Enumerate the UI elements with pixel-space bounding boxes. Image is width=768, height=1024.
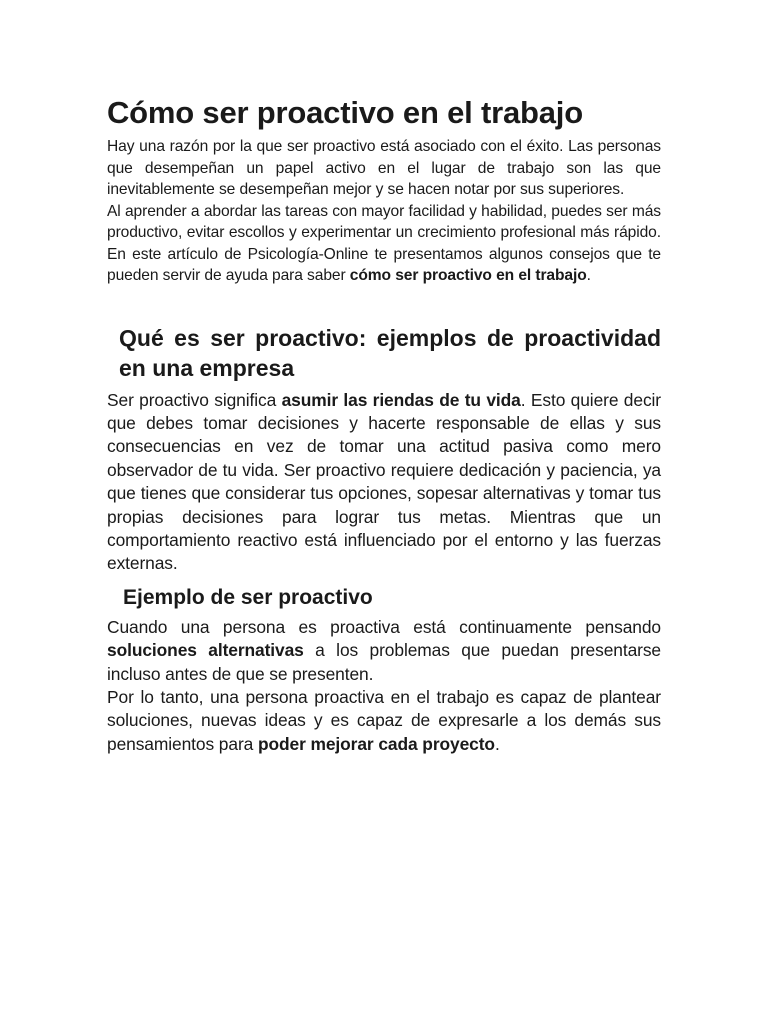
section2-paragraph-2-end: .	[494, 733, 500, 754]
intro-paragraph-2-text: Al aprender a abordar las tareas con mayor facilidad y habilidad, puedes ser más productivo, evitar escollos y experimentar un crecimiento profesional más rápido. En este artículo de Psicología-Online te presentamos algunos consejos que te pueden servir de ayuda para saber	[107, 202, 661, 284]
intro-paragraph-2-bold: cómo ser proactivo en el trabajo	[349, 267, 587, 284]
section1-paragraph-1	[107, 389, 661, 576]
section2-paragraph-2-text: Por lo tanto, una persona proactiva en el trabajo es capaz de plantear soluciones, nuevas ideas y es capaz de expresarle a los demás sus pensamientos para	[107, 686, 661, 754]
section2-paragraph-2	[107, 686, 661, 756]
intro-paragraph-2	[107, 201, 661, 287]
intro-paragraph-1: Hay una razón por la que ser proactivo está asociado con el éxito. Las personas que desempeñan un papel activo en el lugar de trabajo son las que inevitablemente se desempeñan mejor y se hacen notar por sus superiores.	[107, 138, 661, 198]
section1-paragraph-1-end: . Esto quiere decir que debes tomar decisiones y hacerte responsable de ellas y sus consecuencias en vez de tomar una actitud pasiva como mero observador de tu vida. Ser proactivo requiere dedicación y paciencia, ya que tienes que considerar tus opciones, sopesar alternativas y tomar tus propias decisiones para lograr tus metas. Mientras que un comportamiento reactivo está influenciado por el entorno y las fuerzas externas.	[107, 389, 661, 574]
section1-paragraph-1-text: Ser proactivo significa	[107, 389, 282, 410]
section2-paragraph-1-text: Cuando una persona es proactiva está continuamente pensando	[107, 616, 661, 637]
section1-paragraph-1-bold: asumir las riendas de tu vida	[281, 389, 521, 410]
document-title: Cómo ser proactivo en el trabajo	[107, 95, 583, 130]
document-page	[107, 94, 661, 756]
intro-section	[107, 136, 661, 287]
section2-paragraph-2-bold: poder mejorar cada proyecto	[257, 733, 495, 754]
section2-paragraph-1	[107, 616, 661, 686]
section-heading-example: Ejemplo de ser proactivo	[123, 585, 373, 609]
section2-paragraph-1-end: a los problemas que puedan presentarse incluso antes de que se presenten.	[107, 640, 661, 684]
section-what-is-proactive	[107, 389, 661, 576]
section-example	[107, 616, 661, 756]
section2-paragraph-1-bold: soluciones alternativas	[107, 640, 304, 661]
intro-paragraph-2-end: .	[586, 267, 591, 284]
section-heading-what-is-proactive: Qué es ser proactivo: ejemplos de proactividad en una empresa	[119, 324, 661, 381]
